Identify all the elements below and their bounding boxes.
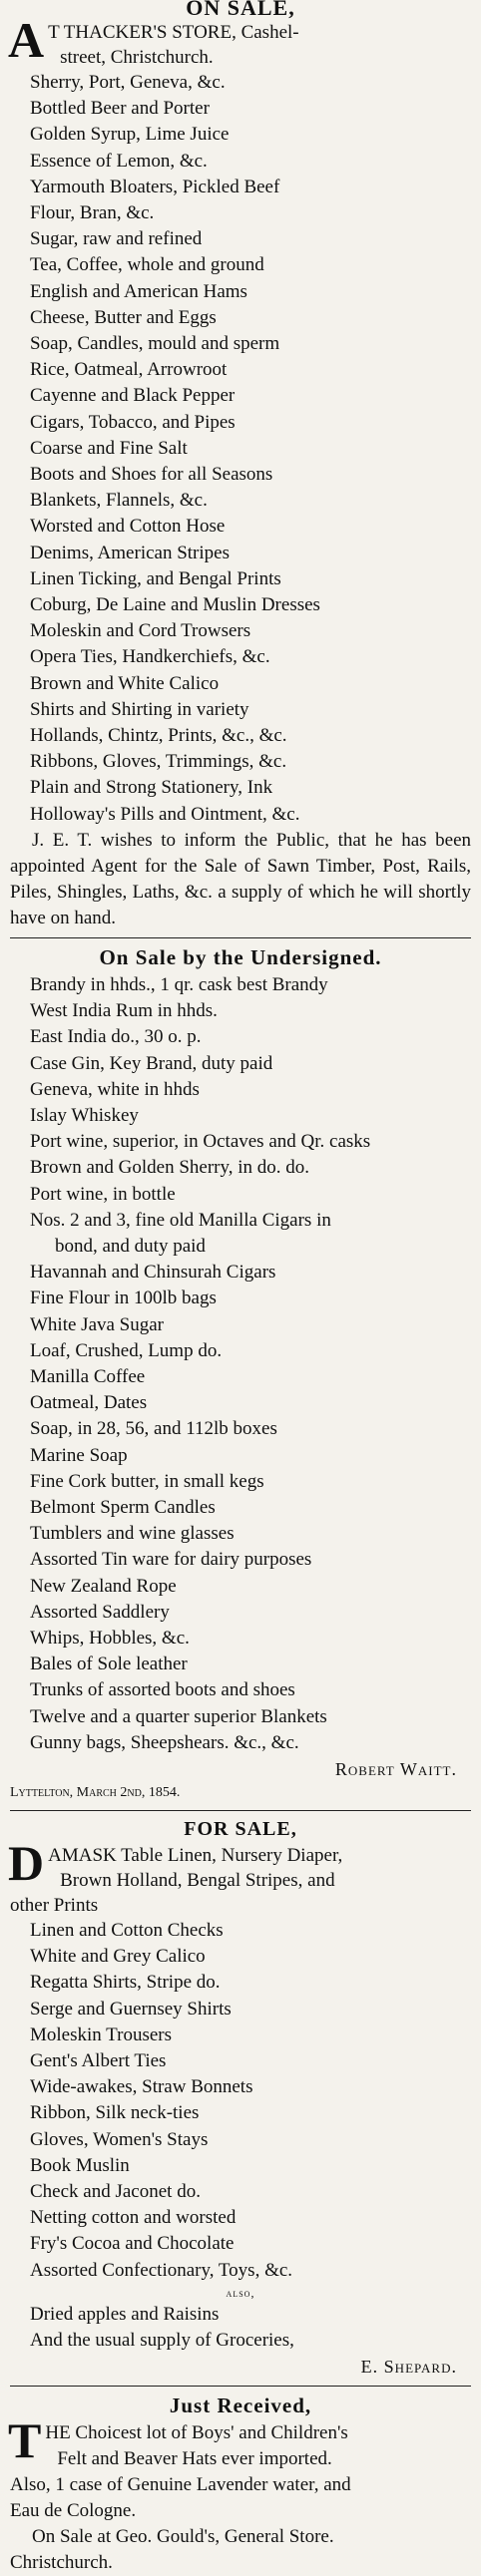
- list-item: Assorted Tin ware for dairy purposes: [30, 1549, 312, 1571]
- signature: Robert Waitt.: [334, 1758, 457, 1779]
- list-item: Nos. 2 and 3, fine old Manilla Cigars in: [30, 1209, 331, 1231]
- item-list: [10, 2302, 471, 2354]
- list-item: Loaf, Crushed, Lump do.: [30, 1339, 223, 1361]
- list-item: Fine Flour in 100lb bags: [30, 1288, 217, 1309]
- list-item: English and American Hams: [30, 280, 247, 302]
- list-item: Opera Ties, Handkerchiefs, &c.: [30, 646, 270, 668]
- also-label: also,: [226, 2285, 255, 2300]
- list-item: Check and Jaconet do.: [30, 2181, 201, 2203]
- list-item: Denims, American Stripes: [30, 542, 230, 563]
- lead-text-2: Felt and Beaver Hats ever imported.: [57, 2448, 332, 2470]
- list-item: Flour, Bran, &c.: [30, 202, 155, 224]
- ad-heading: FOR SALE,: [184, 1817, 297, 1840]
- list-item: Essence of Lemon, &c.: [30, 150, 208, 172]
- item-list: [10, 70, 471, 828]
- dropcap: A: [8, 12, 45, 68]
- list-item: Fry's Cocoa and Chocolate: [30, 2233, 235, 2255]
- list-item: Rice, Oatmeal, Arrowroot: [30, 359, 228, 381]
- list-item: Moleskin and Cord Trowsers: [30, 620, 251, 642]
- list-item: Islay Whiskey: [30, 1104, 139, 1126]
- ad-shepard: [10, 1815, 471, 2380]
- lead-text-4: Eau de Cologne.: [10, 2500, 137, 2522]
- lead-text-5: On Sale at Geo. Gould's, General Store.: [32, 2526, 334, 2548]
- list-item: Coarse and Fine Salt: [30, 437, 188, 459]
- item-list: [10, 1918, 471, 2284]
- list-item: Boots and Shoes for all Seasons: [30, 464, 273, 486]
- ad-waitt: [10, 942, 471, 1804]
- list-item: Tumblers and wine glasses: [30, 1523, 235, 1545]
- list-item: Belmont Sperm Candles: [30, 1496, 216, 1518]
- list-item: Havannah and Chinsurah Cigars: [30, 1262, 276, 1284]
- list-item: Ribbon, Silk neck-ties: [30, 2102, 200, 2124]
- item-list: [10, 972, 471, 1756]
- divider: [10, 1810, 471, 1811]
- list-item: West India Rum in hhds.: [30, 1000, 218, 1022]
- list-item: Bottled Beer and Porter: [30, 98, 210, 120]
- list-item: Gent's Albert Ties: [30, 2050, 167, 2071]
- list-item: Linen Ticking, and Bengal Prints: [30, 567, 281, 589]
- list-item: Trunks of assorted boots and shoes: [30, 1679, 295, 1701]
- list-item: New Zealand Rope: [30, 1575, 177, 1597]
- list-item: Oatmeal, Dates: [30, 1392, 148, 1414]
- list-item: Netting cotton and worsted: [30, 2207, 237, 2229]
- ad-gould: [10, 2391, 471, 2576]
- list-item: Plain and Strong Stationery, Ink: [30, 777, 273, 799]
- notice-paragraph: J. E. T. wishes to inform the Public, that he has been appointed Agent for the Sale of Sawn Timber, Post, Rails, Piles, Shingles, Laths, &c. a supply of which he will shortly have on hand.: [10, 829, 471, 928]
- list-item: Sugar, raw and refined: [30, 228, 203, 250]
- list-item: White Java Sugar: [30, 1313, 165, 1335]
- dateline: Lyttelton, March 2nd, 1854.: [10, 1784, 181, 1800]
- list-item: Brown and Golden Sherry, in do. do.: [30, 1157, 310, 1179]
- lead-text-3: other Prints: [10, 1894, 99, 1916]
- list-item: Gunny bags, Sheepshears. &c., &c.: [30, 1731, 299, 1753]
- ad-heading: Just Received,: [169, 2393, 312, 2418]
- list-item: Cheese, Butter and Eggs: [30, 306, 217, 328]
- signature: E. Shepard.: [360, 2357, 457, 2378]
- list-item: Blankets, Flannels, &c.: [30, 490, 208, 512]
- list-item: And the usual supply of Groceries,: [30, 2330, 294, 2352]
- list-item: Dried apples and Raisins: [30, 2303, 220, 2325]
- ad-heading: On Sale by the Undersigned.: [99, 944, 382, 969]
- list-item: Coburg, De Laine and Muslin Dresses: [30, 594, 320, 616]
- list-item: Hollands, Chintz, Prints, &c., &c.: [30, 725, 287, 747]
- list-item: Soap, Candles, mould and sperm: [30, 333, 280, 355]
- list-item: Yarmouth Bloaters, Pickled Beef: [30, 176, 280, 197]
- lead-text-3: Also, 1 case of Genuine Lavender water, and: [10, 2474, 351, 2496]
- list-item: Worsted and Cotton Hose: [30, 516, 226, 538]
- list-item: Cigars, Tobacco, and Pipes: [30, 411, 236, 433]
- list-item: Serge and Guernsey Shirts: [30, 1998, 232, 2020]
- list-item: Holloway's Pills and Ointment, &c.: [30, 803, 300, 825]
- ad-lead: [8, 1834, 471, 1918]
- list-item: Wide-awakes, Straw Bonnets: [30, 2076, 253, 2098]
- lead-text: HE Choicest lot of Boys' and Children's: [45, 2422, 348, 2444]
- ad-lead: [8, 2412, 471, 2576]
- dropcap: D: [8, 1834, 45, 1891]
- lead-text-2: street, Christchurch.: [60, 47, 214, 68]
- ad-heading: ON SALE,: [186, 0, 295, 20]
- list-item: Cayenne and Black Pepper: [30, 385, 236, 407]
- list-item: Brandy in hhds., 1 qr. cask best Brandy: [30, 973, 328, 995]
- lead-text-6: Christchurch.: [10, 2552, 113, 2574]
- list-item: Marine Soap: [30, 1444, 128, 1466]
- lead-text-2: Brown Holland, Bengal Stripes, and: [60, 1869, 335, 1891]
- list-item: Fine Cork butter, in small kegs: [30, 1470, 264, 1492]
- ad-lead: [8, 12, 471, 70]
- lead-text: AMASK Table Linen, Nursery Diaper,: [48, 1844, 343, 1866]
- list-item: White and Grey Calico: [30, 1946, 206, 1968]
- list-item: Regatta Shirts, Stripe do.: [30, 1972, 221, 1994]
- list-item: Sherry, Port, Geneva, &c.: [30, 72, 226, 93]
- list-item: Geneva, white in hhds: [30, 1078, 200, 1100]
- list-item: bond, and duty paid: [55, 1235, 206, 1257]
- list-item: Tea, Coffee, whole and ground: [30, 254, 264, 276]
- list-item: Port wine, superior, in Octaves and Qr. casks: [30, 1131, 371, 1153]
- list-item: Shirts and Shirting in variety: [30, 698, 249, 720]
- list-item: Manilla Coffee: [30, 1365, 146, 1387]
- list-item: Linen and Cotton Checks: [30, 1919, 224, 1941]
- lead-text: T THACKER'S STORE, Cashel-: [48, 22, 299, 43]
- list-item: East India do., 30 o. p.: [30, 1026, 202, 1048]
- dropcap: T: [8, 2412, 42, 2469]
- list-item: Soap, in 28, 56, and 112lb boxes: [30, 1418, 277, 1440]
- list-item: Port wine, in bottle: [30, 1183, 176, 1205]
- list-item: Assorted Confectionary, Toys, &c.: [30, 2259, 293, 2281]
- ad-thacker: [10, 0, 471, 931]
- divider: [10, 2386, 471, 2387]
- list-item: Brown and White Calico: [30, 672, 220, 694]
- list-item: Book Muslin: [30, 2154, 130, 2176]
- list-item: Golden Syrup, Lime Juice: [30, 124, 230, 146]
- divider: [10, 937, 471, 938]
- list-item: Assorted Saddlery: [30, 1601, 170, 1623]
- list-item: Whips, Hobbles, &c.: [30, 1627, 190, 1649]
- list-item: Ribbons, Gloves, Trimmings, &c.: [30, 751, 287, 773]
- list-item: Bales of Sole leather: [30, 1654, 188, 1675]
- list-item: Gloves, Women's Stays: [30, 2128, 209, 2150]
- list-item: Twelve and a quarter superior Blankets: [30, 1705, 327, 1727]
- list-item: Case Gin, Key Brand, duty paid: [30, 1052, 273, 1074]
- list-item: Moleskin Trousers: [30, 2024, 172, 2045]
